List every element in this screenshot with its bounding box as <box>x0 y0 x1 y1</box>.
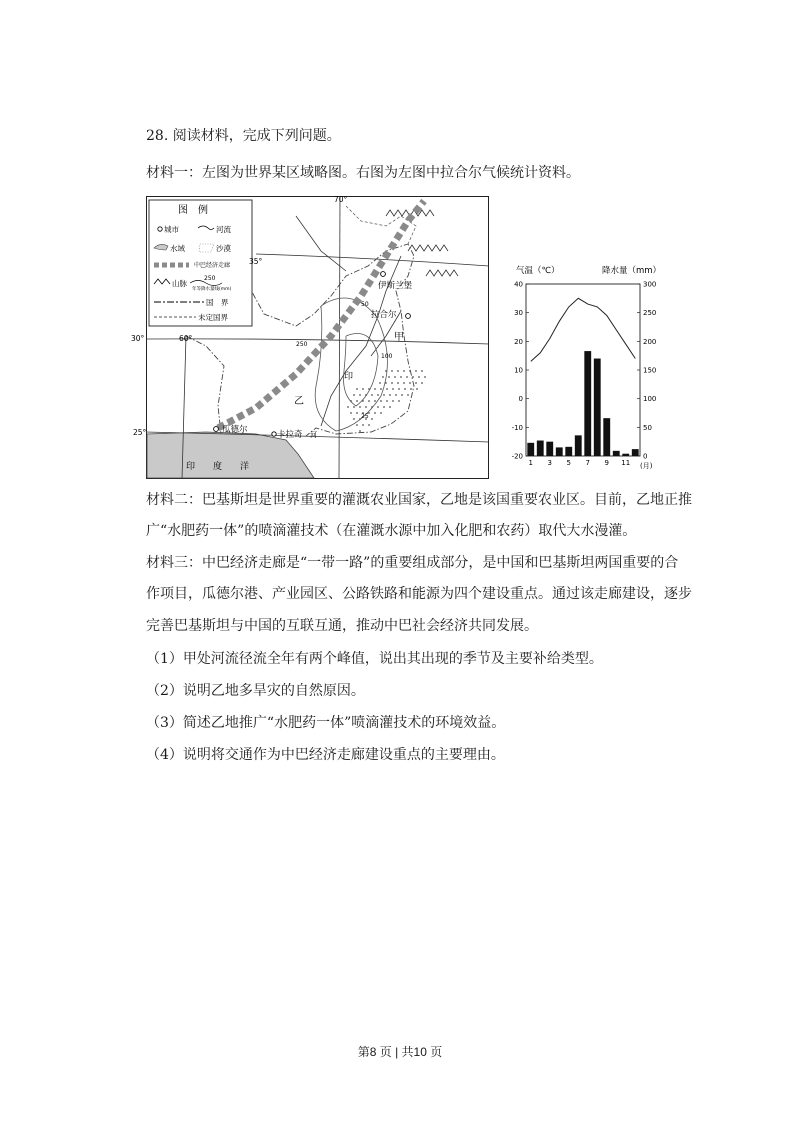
legend-border: 国 界 <box>206 298 229 307</box>
x-axis-tick-label: 9 <box>604 459 609 467</box>
material-two-line1: 材料二：巴基斯坦是世界重要的灌溉农业国家，乙地是该国重要农业区。目前，乙地正推 <box>146 492 692 508</box>
x-axis-tick-label: 11 <box>621 459 631 467</box>
label-jia: 甲 <box>394 332 404 343</box>
label-yin: 印 <box>344 372 354 382</box>
material-two-line2: 广“水肥药一体”的喷滴灌技术（在灌溉水源中加入化肥和农药）取代大水漫灌。 <box>146 523 637 539</box>
left-axis-tick-label: 0 <box>518 395 523 404</box>
legend-river: 河流 <box>216 225 231 234</box>
map-legend <box>149 200 252 326</box>
right-axis-tick-label: 0 <box>643 452 648 461</box>
legend-mountain: 山脉 <box>172 279 187 288</box>
city-gwadar: 瓜德尔 <box>222 425 248 435</box>
right-axis-tick-label: 150 <box>643 366 657 375</box>
page-footer: 第8 页 | 共10 页 <box>357 1045 443 1059</box>
precipitation-bar <box>527 443 534 456</box>
material-three-line2: 作项目，瓜德尔港、产业园区、公路铁路和能源为四个建设重点。通过该走廊建设，逐步 <box>146 586 692 602</box>
label-ocean: 印 度 洋 <box>186 462 250 472</box>
climate-left-label: 气温（℃） <box>516 266 560 276</box>
legend-city: 城市 <box>164 225 179 234</box>
legend-contour-value: 250 <box>204 275 216 282</box>
precipitation-bar <box>584 351 591 456</box>
city-karachi: 卡拉奇 <box>277 430 303 440</box>
legend-water: 水域 <box>170 244 185 253</box>
climate-chart <box>494 258 672 472</box>
right-axis-tick-label: 300 <box>643 280 657 289</box>
label-river: 河 <box>310 431 317 439</box>
right-axis-tick-label: 200 <box>643 337 657 346</box>
sub-question-3: （3）简述乙地推广“水肥药一体”喷滴灌技术的环境效益。 <box>146 715 506 731</box>
precipitation-bar <box>622 454 629 456</box>
legend-title: 图 例 <box>178 205 208 216</box>
precipitation-bar <box>556 447 563 456</box>
x-axis-tick-label: 1 <box>528 459 533 467</box>
x-axis-tick-label: 5 <box>566 459 571 467</box>
precipitation-bar <box>537 441 544 456</box>
left-axis-tick-label: 40 <box>514 280 523 289</box>
left-axis-tick-label: 30 <box>514 309 523 318</box>
lat-35-label: 35° <box>249 257 263 266</box>
sub-question-2: （2）说明乙地多旱灾的自然原因。 <box>146 683 365 699</box>
sub-question-1: （1）甲处河流径流全年有两个峰值，说出其出现的季节及主要补给类型。 <box>146 651 603 667</box>
x-axis-tick-label: 3 <box>547 459 552 467</box>
city-karachi-marker <box>272 432 276 436</box>
left-axis-tick-label: 20 <box>514 337 523 346</box>
legend-contour: 年等降水量线(mm) <box>192 287 232 292</box>
sub-question-4: （4）说明将交通作为中巴经济走廊建设重点的主要理由。 <box>146 747 505 763</box>
precipitation-bar <box>575 435 582 456</box>
precipitation-bar <box>565 447 572 456</box>
x-axis-tick-label: 7 <box>585 459 590 467</box>
lon-60-label: 60° <box>179 334 193 343</box>
precipitation-bar <box>632 449 639 456</box>
city-gwadar-marker <box>214 427 219 432</box>
climate-right-label: 降水量（mm） <box>602 266 662 276</box>
lat-30-label: 30° <box>131 334 145 343</box>
precipitation-bar <box>613 451 620 456</box>
left-axis-tick-label: 10 <box>514 366 523 375</box>
material-three-line3: 完善巴基斯坦与中国的互联互通，推动中巴社会经济共同发展。 <box>146 618 538 634</box>
city-islamabad: 伊斯兰堡 <box>378 281 413 291</box>
lat-25-label: 25° <box>133 428 147 437</box>
contour-50-label: 50 <box>361 301 369 308</box>
city-islamabad-marker <box>381 272 386 277</box>
label-yi: 乙 <box>294 396 304 407</box>
contour-100-label: 100 <box>381 353 393 360</box>
climate-x-unit: (月) <box>640 462 653 470</box>
contour-25-label: 25 <box>361 413 369 420</box>
legend-undefined: 未定国界 <box>198 313 228 322</box>
legend-desert: 沙漠 <box>216 244 231 253</box>
question-header: 28. 阅读材料，完成下列问题。 <box>146 128 341 144</box>
precipitation-bar <box>546 442 553 456</box>
climate-plot-frame <box>526 284 640 456</box>
contour-250-label: 250 <box>296 341 308 348</box>
material-one: 材料一：左图为世界某区域略图。右图为左图中拉合尔气候统计资料。 <box>146 165 580 181</box>
precipitation-bar <box>603 418 610 456</box>
city-lahore: 拉合尔 <box>371 310 397 320</box>
legend-corridor: 中巴经济走廊 <box>194 262 231 269</box>
lon-70-label: 70° <box>334 195 348 204</box>
right-axis-tick-label: 250 <box>643 309 657 318</box>
right-axis-tick-label: 100 <box>643 395 657 404</box>
region-map <box>131 195 489 479</box>
precipitation-bar <box>594 359 601 456</box>
material-three-line1: 材料三：中巴经济走廊是“一带一路”的重要组成部分，是中国和巴基斯坦两国重要的合 <box>146 555 679 571</box>
city-lahore-marker <box>406 314 411 319</box>
right-axis-tick-label: 50 <box>643 423 652 432</box>
left-axis-tick-label: -20 <box>511 452 523 461</box>
left-axis-tick-label: -10 <box>511 423 523 432</box>
